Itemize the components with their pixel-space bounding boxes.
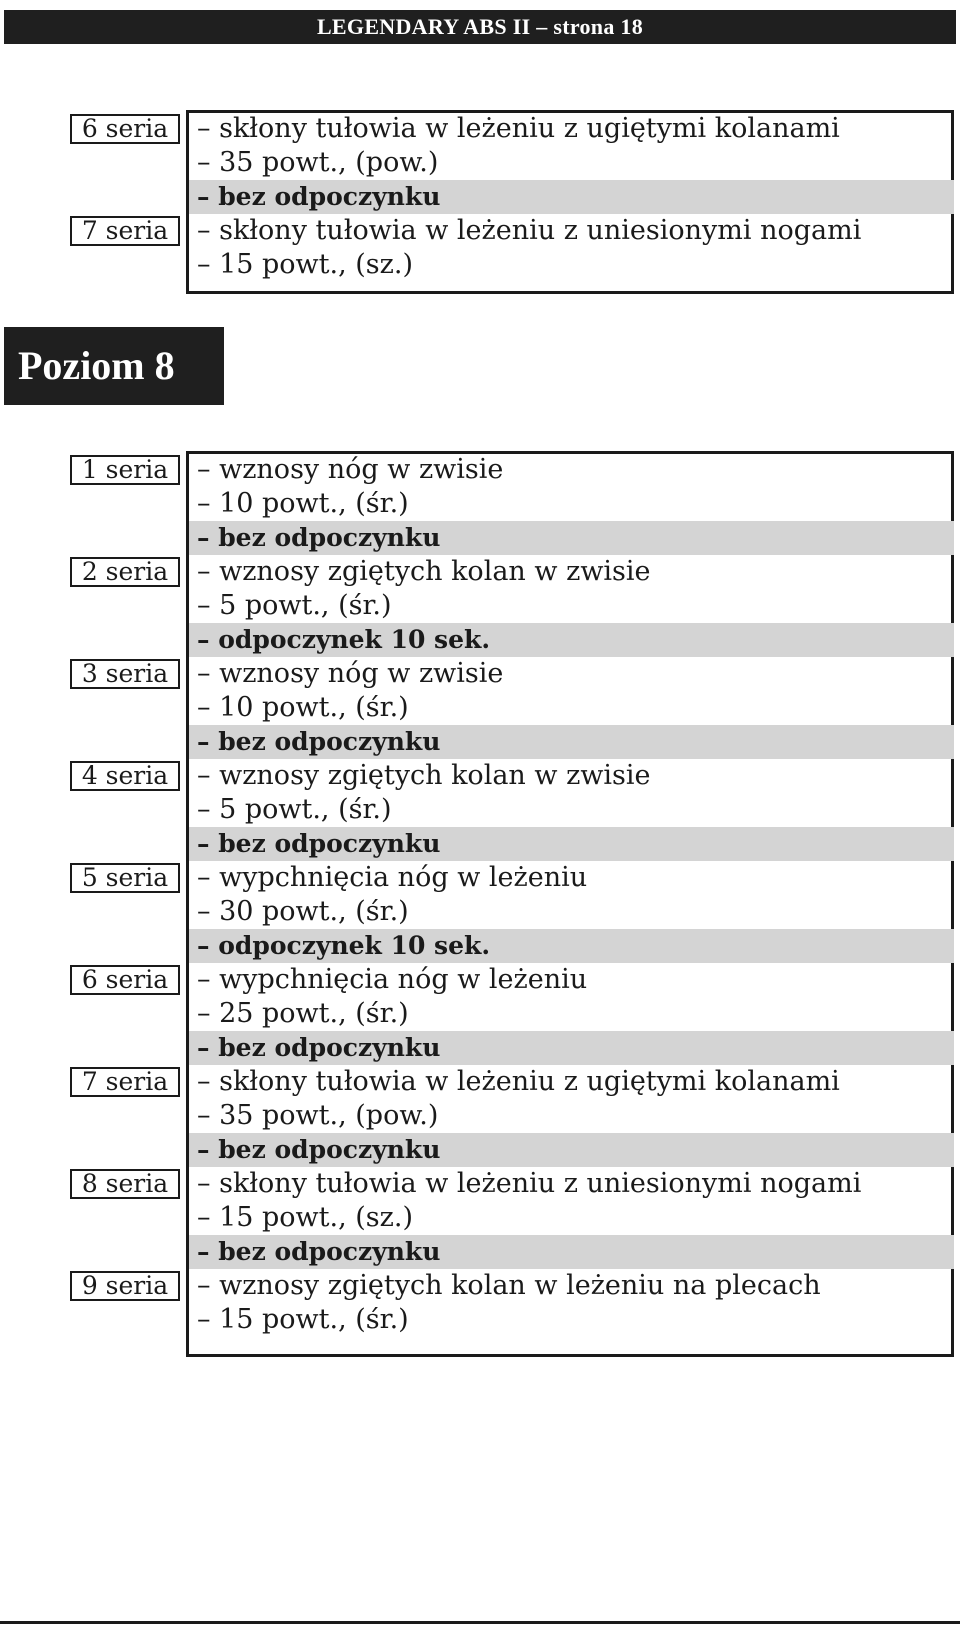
line-text: – bez odpoczynku [197, 182, 441, 211]
line-text: – 5 powt., (śr.) [197, 590, 392, 621]
line-text: – skłony tułowia w leżeniu z ugiętymi kolanami [197, 113, 840, 144]
line-text: – 15 powt., (śr.) [197, 1304, 409, 1335]
rest-instruction [189, 1235, 954, 1269]
series-label: 6 seria [70, 965, 180, 995]
exercise-line [189, 1269, 954, 1303]
exercise-line [189, 861, 954, 895]
line-text: – skłony tułowia w leżeniu z ugiętymi kolanami [197, 1066, 840, 1097]
exercise-line [189, 1201, 954, 1235]
exercise-line [189, 487, 954, 521]
exercise-line [189, 691, 954, 725]
line-text: – bez odpoczynku [197, 1033, 441, 1062]
rest-instruction [189, 929, 954, 963]
line-text: – wznosy zgiętych kolan w leżeniu na plecach [197, 1270, 821, 1301]
rest-instruction [189, 180, 954, 214]
line-text: – 15 powt., (sz.) [197, 1202, 413, 1233]
page-header: LEGENDARY ABS II – strona 18 [4, 10, 956, 44]
exercise-line [189, 214, 954, 248]
line-text: – wznosy nóg w zwisie [197, 658, 504, 689]
line-text: – odpoczynek 10 sek. [197, 931, 491, 960]
series-label: 9 seria [70, 1271, 180, 1301]
rest-instruction [189, 623, 954, 657]
rest-instruction [189, 1031, 954, 1065]
exercise-line [189, 997, 954, 1031]
series-label: 7 seria [70, 1067, 180, 1097]
line-text: – 35 powt., (pow.) [197, 1100, 439, 1131]
exercise-line [189, 112, 954, 146]
line-text: – bez odpoczynku [197, 1237, 441, 1266]
exercise-line [189, 1303, 954, 1337]
line-text: – skłony tułowia w leżeniu z uniesionymi nogami [197, 1168, 862, 1199]
line-text: – odpoczynek 10 sek. [197, 625, 491, 654]
series-label: 1 seria [70, 455, 180, 485]
series-label: 5 seria [70, 863, 180, 893]
line-text: – wznosy zgiętych kolan w zwisie [197, 556, 651, 587]
rest-instruction [189, 1133, 954, 1167]
exercise-line [189, 895, 954, 929]
line-text: – 35 powt., (pow.) [197, 147, 439, 178]
rest-instruction [189, 725, 954, 759]
line-text: – wznosy nóg w zwisie [197, 454, 504, 485]
line-text: – 10 powt., (śr.) [197, 692, 409, 723]
exercise-line [189, 759, 954, 793]
exercise-line [189, 1099, 954, 1133]
line-text: – 10 powt., (śr.) [197, 488, 409, 519]
line-text: – wznosy zgiętych kolan w zwisie [197, 760, 651, 791]
exercise-line [189, 657, 954, 691]
exercise-line [189, 963, 954, 997]
line-text: – 15 powt., (sz.) [197, 249, 413, 280]
rest-instruction [189, 521, 954, 555]
level-heading: Poziom 8 [4, 327, 224, 405]
series-label: 6 seria [70, 114, 180, 144]
exercise-line [189, 248, 954, 282]
series-label: 3 seria [70, 659, 180, 689]
line-text: – 30 powt., (śr.) [197, 896, 409, 927]
footer-rule [0, 1621, 960, 1624]
series-label: 8 seria [70, 1169, 180, 1199]
line-text: – 5 powt., (śr.) [197, 794, 392, 825]
rest-instruction [189, 827, 954, 861]
line-text: – wypchnięcia nóg w leżeniu [197, 862, 588, 893]
exercise-line [189, 453, 954, 487]
exercise-line [189, 589, 954, 623]
series-label: 4 seria [70, 761, 180, 791]
line-text: – bez odpoczynku [197, 523, 441, 552]
line-text: – skłony tułowia w leżeniu z uniesionymi nogami [197, 215, 862, 246]
exercise-line [189, 146, 954, 180]
line-text: – bez odpoczynku [197, 727, 441, 756]
exercise-line [189, 793, 954, 827]
exercise-line [189, 555, 954, 589]
line-text: – wypchnięcia nóg w leżeniu [197, 964, 588, 995]
exercise-line [189, 1065, 954, 1099]
exercise-line [189, 1167, 954, 1201]
line-text: – bez odpoczynku [197, 1135, 441, 1164]
line-text: – 25 powt., (śr.) [197, 998, 409, 1029]
line-text: – bez odpoczynku [197, 829, 441, 858]
series-label: 7 seria [70, 216, 180, 246]
series-label: 2 seria [70, 557, 180, 587]
